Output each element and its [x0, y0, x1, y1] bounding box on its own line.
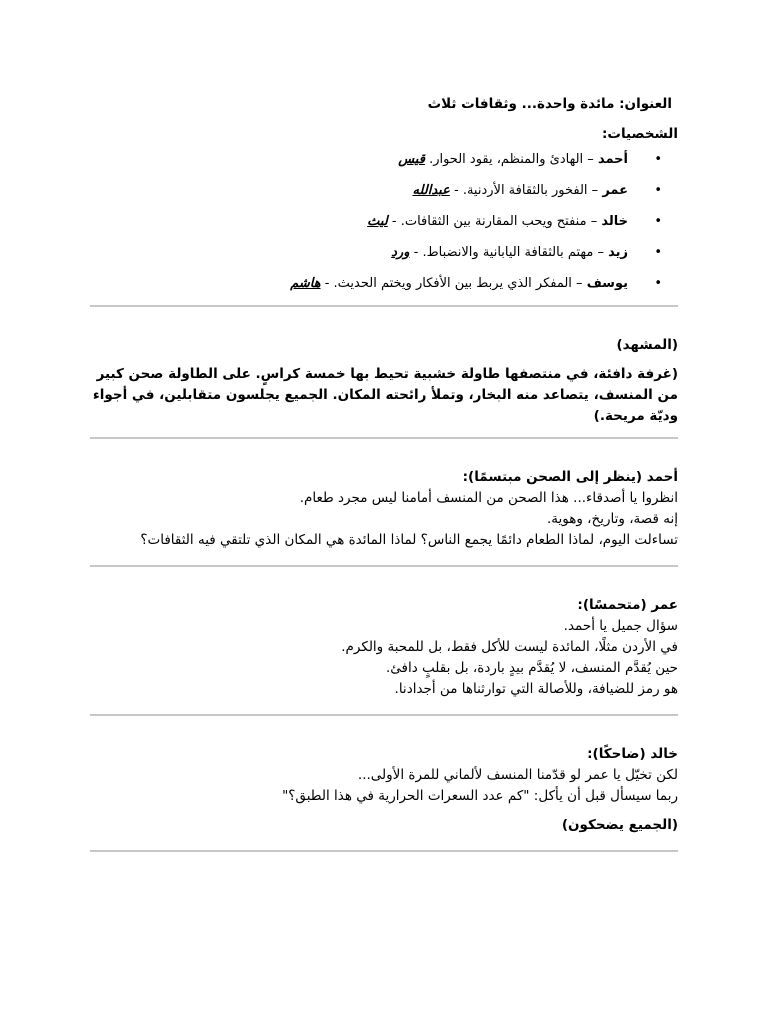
character-item	[90, 274, 678, 294]
bullet-icon: •	[654, 183, 662, 198]
character-description: – مهتم بالثقافة اليابانية والانضباط. -	[409, 245, 609, 260]
character-description: – المفكر الذي يربط بين الأفكار ويختم الحديث. -	[320, 276, 587, 291]
scene-heading: (المشهد)	[616, 337, 678, 353]
dialogue-line: حين يُقدَّم المنسف، لا يُقدَّم بيدٍ باردة، بل بقلبٍ دافئ.	[386, 660, 678, 676]
dialogue-line: في الأردن مثلًا، المائدة ليست للأكل فقط، بل للمحبة والكرم.	[341, 639, 678, 655]
section-divider	[90, 850, 678, 852]
bullet-icon: •	[654, 152, 662, 167]
actor-name: هاشم	[290, 276, 321, 291]
section-divider	[90, 305, 678, 307]
character-item	[90, 181, 678, 201]
character-name: يوسف	[586, 276, 628, 291]
character-description: – الهادئ والمنظم، يقود الحوار.	[424, 152, 598, 167]
actor-name: قيس	[398, 152, 425, 167]
character-item	[90, 212, 678, 232]
dialogue-line: ربما سيسأل قبل أن يأكل: "كم عدد السعرات الحرارية في هذا الطبق؟"	[282, 788, 678, 804]
actor-name: ورد	[391, 245, 410, 260]
actor-name: ليث	[367, 214, 388, 229]
dialogue-block	[90, 439, 678, 565]
dialogue-line: إنه قصة، وتاريخ، وهوية.	[546, 511, 678, 527]
character-item	[90, 243, 678, 263]
speaker-label: عمر (متحمسًا):	[577, 597, 678, 613]
stage-direction: (الجميع يضحكون)	[561, 817, 678, 833]
characters-list	[90, 150, 678, 294]
dialogue-line: لكن تخيّل يا عمر لو قدّمنا المنسف لألماني للمرة الأولى...	[357, 767, 678, 783]
character-description: – منفتح ويحب المقارنة بين الثقافات. -	[387, 214, 602, 229]
bullet-icon: •	[654, 214, 662, 229]
dialogue-line: هو رمز للضيافة، وللأصالة التي توارثناها من أجدادنا.	[394, 681, 678, 697]
character-name: خالد	[601, 214, 628, 229]
scene-description: (غرفة دافئة، في منتصفها طاولة خشبية تحيط بها خمسة كراسٍ. على الطاولة صحن كبير من المنسف، يتصاعد منه البخار، وتملأ رائحته المكان. الجميع يجلسون متقابلين، في أجواء وديّة مريحة.)	[92, 366, 678, 424]
character-item	[90, 150, 678, 170]
bullet-icon: •	[654, 276, 662, 291]
document-title: العنوان: مائدة واحدة... وثقافات ثلاث	[427, 96, 672, 112]
dialogue-block	[90, 716, 678, 850]
actor-name: عبدالله	[412, 183, 450, 198]
document-page	[90, 90, 678, 852]
characters-heading: الشخصيات:	[601, 126, 678, 142]
dialogue-line: تساءلت اليوم، لماذا الطعام دائمًا يجمع الناس؟ لماذا المائدة هي المكان الذي تلتقي فيه الثقافات؟	[140, 532, 678, 548]
speaker-label: خالد (ضاحكًا):	[587, 746, 678, 762]
dialogue-block	[90, 567, 678, 714]
character-description: – الفخور بالثقافة الأردنية. -	[449, 183, 603, 198]
character-name: عمر	[602, 183, 628, 198]
character-name: أحمد	[597, 152, 628, 167]
character-name: زيد	[608, 245, 628, 260]
dialogue-line: انظروا يا أصدقاء... هذا الصحن من المنسف أمامنا ليس مجرد طعام.	[299, 490, 678, 506]
bullet-icon: •	[654, 245, 662, 260]
dialogue-line: سؤال جميل يا أحمد.	[563, 618, 678, 634]
speaker-label: أحمد (ينظر إلى الصحن مبتسمًا):	[462, 469, 678, 485]
